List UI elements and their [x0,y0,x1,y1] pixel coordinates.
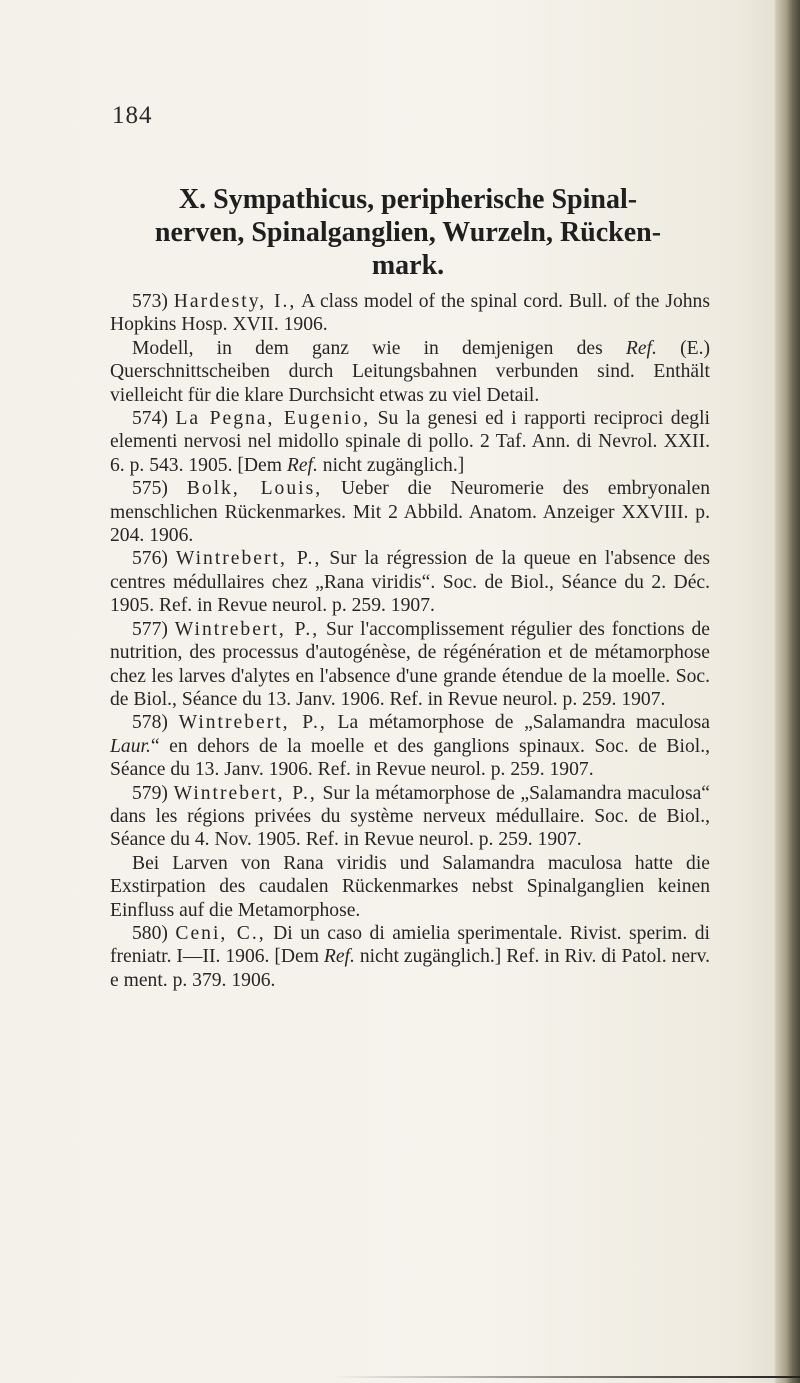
bottom-edge-rule [330,1376,800,1378]
italic-abbreviation: Ref. [323,946,355,968]
entry-text: nicht zugänglich.] [317,454,465,476]
entry-author: Wintrebert, P., [178,712,327,734]
entry-number: 578) [132,712,179,734]
entry-text: Sur la régression de la queue en l'absence des centres médullaires chez „Rana viridis“. Soc. de Biol., Séance du 2. Déc. 1905. Ref. in Revue neurol. p. 259. 1907. [110,548,710,617]
bibliography-entry [110,547,710,617]
entry-text: “ en dehors de la moelle et des ganglions spinaux. Soc. de Biol., Séance du 13. Janv. 1906. Ref. in Revue neurol. p. 259. 1907. [110,735,710,781]
section-heading [110,183,706,282]
entry-text: Di un caso di amielia sperimentale. Rivist. sperim. di freniatr. I—II. 1906. [Dem [110,922,710,968]
bibliography-entry [110,711,710,781]
entry-author: Ceni, C., [175,922,266,944]
entry-author: Hardesty, I., [173,291,297,312]
entry-text: Sur la métamorphose de „Salamandra maculosa“ dans les régions privées du système nerveux médullaire. Soc. de Biol., Séance du 4. Nov. 1905. Ref. in Revue neurol. p. 259. 1907. [110,782,710,851]
entry-text: Sur l'accomplissement régulier des fonctions de nutrition, des processus d'autogénèse, de régénération et de métamorphose chez les larves d'alytes en l'absence d'une grande étendue de la moelle. Soc. de Biol., Séance du 13. Janv. 1906. Ref. in Revue neurol. p. 259. 1907. [110,618,710,710]
italic-abbreviation: Ref. [286,454,318,476]
entry-number: 577) [132,618,175,640]
entry-number: 575) [132,478,187,500]
bibliography-entry [110,290,710,337]
bibliography-entry [110,477,710,547]
reviewer-note [110,852,710,922]
entry-text: Modell, in dem ganz wie in demjenigen des [132,337,626,359]
entry-text: (E.) Querschnittscheiben durch Leitungsbahnen verbunden sind. Enthält vielleicht für die klare Durchsicht etwas zu viel Detail. [110,337,710,406]
heading-line: X. Sympathicus, peripherische Spinal- [178,184,638,215]
bibliography-entry [110,922,710,992]
entry-author: Wintrebert, P., [174,618,320,640]
italic-abbreviation: Laur. [110,735,151,757]
entry-number: 573) [132,291,174,312]
entry-author: Bolk, Louis, [186,478,323,500]
entry-author: Wintrebert, P., [173,782,317,804]
bibliography-entry [110,407,710,477]
page-number: 184 [112,102,153,129]
reviewer-note [110,337,710,407]
entry-text: Su la genesi ed i rapporti reciproci degli elementi nervosi nel midollo spinale di pollo. 2 Taf. Ann. di Nevrol. XXII. 6. p. 543. 1905. [Dem [110,408,710,476]
entry-number: 574) [132,408,176,430]
entry-text: La métamorphose de „Salamandra maculosa [337,712,710,734]
entry-number: 580) [132,922,176,944]
heading-line: nerven, Spinalganglien, Wurzeln, Rücken- [154,217,662,248]
book-spine-edge [776,0,800,1383]
entry-text: nicht zugänglich.] Ref. in Riv. di Patol. nerv. e ment. p. 379. 1906. [110,946,710,991]
bibliography-entry [110,782,710,852]
bibliography-entry [110,618,710,712]
entry-author: La Pegna, Eugenio, [175,408,371,430]
bibliography-list [110,290,710,992]
italic-abbreviation: Ref. [625,337,657,359]
entry-text: A class model of the spinal cord. Bull. of the Johns Hopkins Hosp. XVII. 1906. [110,291,710,336]
entry-text: Ueber die Neuromerie des embryonalen menschlichen Rückenmarkes. Mit 2 Abbild. Anatom. Anzeiger XXVIII. p. 204. 1906. [110,478,710,547]
entry-number: 579) [132,782,174,804]
entry-number: 576) [132,548,176,570]
entry-text: Bei Larven von Rana viridis und Salamandra maculosa hatte die Exstirpation des caudalen Rückenmarkes nebst Spinalganglien keinen Einfluss auf die Metamorphose. [110,852,710,921]
heading-line: mark. [371,250,445,281]
entry-author: Wintrebert, P., [175,548,322,570]
